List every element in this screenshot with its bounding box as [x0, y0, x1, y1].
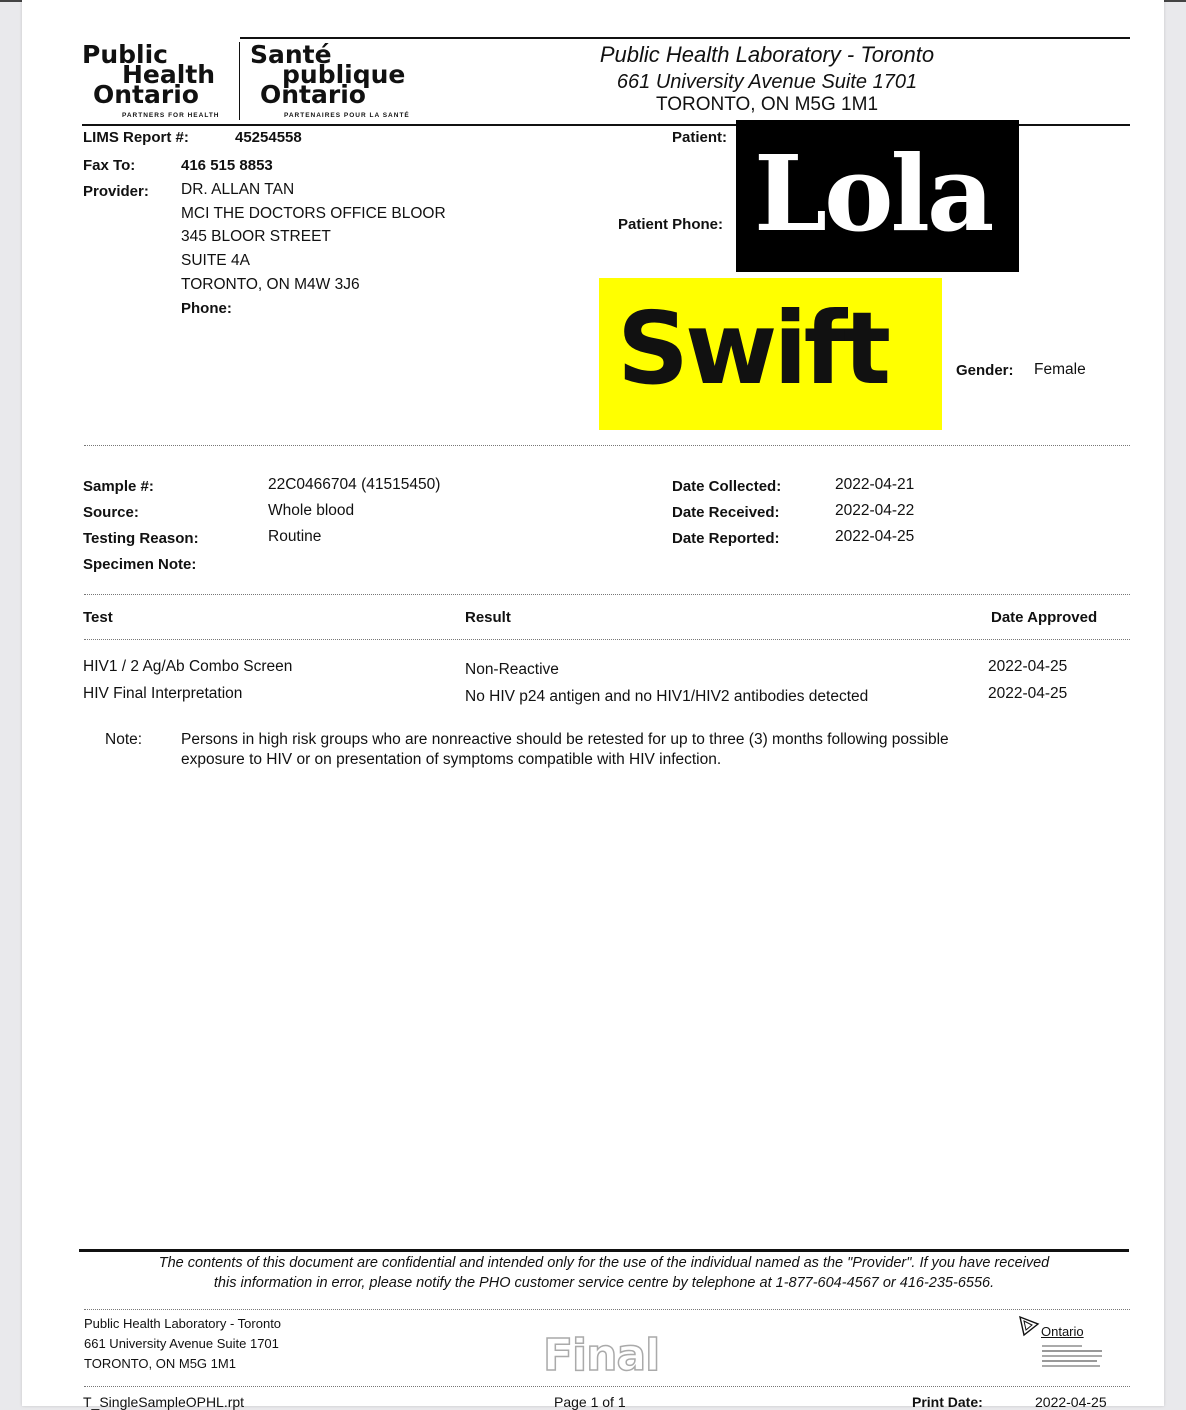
lims-label: LIMS Report #: [83, 129, 189, 146]
date-reported-value: 2022-04-25 [835, 528, 915, 545]
testing-reason-label: Testing Reason: [83, 530, 199, 547]
row-result: Non-Reactive [465, 661, 559, 678]
logo-en-line2: Health [122, 60, 216, 89]
separator-5 [84, 1386, 1130, 1387]
results-header-date: Date Approved [991, 609, 1098, 626]
source-label: Source: [83, 504, 139, 521]
logo-fr-line2: publique [282, 60, 406, 89]
row-result: No HIV p24 antigen and no HIV1/HIV2 antibodies detected [465, 688, 869, 705]
footer-rule [79, 1249, 1129, 1252]
row-test: HIV1 / 2 Ag/Ab Combo Screen [83, 658, 293, 675]
print-date-label: Print Date: [912, 1394, 983, 1410]
note-line-1: Persons in high risk groups who are nonreactive should be retested for up to three (3) months following possible [181, 731, 949, 748]
date-collected-value: 2022-04-21 [835, 476, 915, 493]
ontario-wordmark: Ontario [1041, 1324, 1084, 1339]
separator-2 [84, 594, 1130, 595]
lims-value: 45254558 [235, 129, 302, 146]
logo-en-line1: Public [82, 40, 168, 69]
date-received-value: 2022-04-22 [835, 502, 915, 519]
logo-fr-tagline: PARTENAIRES POUR LA SANTÉ [284, 112, 410, 119]
provider-phone-label: Phone: [181, 300, 232, 317]
sample-label: Sample #: [83, 478, 154, 495]
patient-first-name: Lola [754, 132, 992, 255]
lab-city: TORONTO, ON M5G 1M1 [655, 94, 879, 115]
date-received-label: Date Received: [672, 504, 780, 521]
results-header-test: Test [83, 609, 113, 626]
disclaimer-line-1: The contents of this document are confidential and intended only for the use of the individual named as the "Provider". If you have received [158, 1255, 1050, 1271]
patient-last-name-box [599, 278, 942, 430]
row-test: HIV Final Interpretation [83, 685, 243, 702]
patient-phone-label: Patient Phone: [618, 216, 724, 233]
lab-address: 661 University Avenue Suite 1701 [616, 71, 918, 93]
footer-address-2: 661 University Avenue Suite 1701 [84, 1336, 279, 1351]
row-date: 2022-04-25 [988, 658, 1068, 675]
patient-last-name: Swift [617, 290, 887, 407]
logo-fr-line1: Santé [250, 40, 332, 69]
separator-4 [84, 1309, 1130, 1310]
footer-address-1: Public Health Laboratory - Toronto [84, 1316, 282, 1331]
patient-label: Patient: [672, 129, 728, 146]
date-reported-label: Date Reported: [672, 530, 780, 547]
patient-first-name-box [736, 120, 1019, 272]
provider-label: Provider: [83, 183, 149, 200]
provider-line: DR. ALLAN TAN [181, 181, 295, 198]
fax-value: 416 515 8853 [181, 157, 273, 174]
note-label: Note: [105, 731, 143, 748]
provider-line: TORONTO, ON M4W 3J6 [181, 276, 360, 293]
logo-en-line3: Ontario [93, 80, 199, 109]
testing-reason-value: Routine [268, 528, 322, 545]
ontario-trillium-icon [1018, 1315, 1040, 1337]
final-stamp: Final [543, 1330, 660, 1381]
footer-address-3: TORONTO, ON M5G 1M1 [84, 1356, 236, 1371]
gender-label: Gender: [956, 362, 1014, 379]
lab-name: Public Health Laboratory - Toronto [599, 42, 935, 67]
sample-value: 22C0466704 (41515450) [268, 476, 441, 493]
page-number: Page 1 of 1 [554, 1394, 626, 1410]
note-line-2: exposure to HIV or on presentation of symptoms compatible with HIV infection. [181, 751, 722, 768]
separator-3 [84, 639, 1130, 640]
disclaimer-line-2: this information in error, please notify the PHO customer service centre by telephone at 1-877-604-4567 or 416-235-6556. [213, 1275, 995, 1291]
specimen-note-label: Specimen Note: [83, 556, 197, 573]
header-top-rule [240, 37, 1130, 39]
gender-value: Female [1034, 361, 1086, 378]
results-header-result: Result [465, 609, 511, 626]
provider-line: SUITE 4A [181, 252, 250, 269]
print-date-value: 2022-04-25 [1035, 1394, 1107, 1410]
source-value: Whole blood [268, 502, 355, 519]
provider-line: MCI THE DOCTORS OFFICE BLOOR [181, 205, 446, 222]
separator-1 [84, 445, 1130, 446]
row-date: 2022-04-25 [988, 685, 1068, 702]
fax-label: Fax To: [83, 157, 136, 174]
logo-en-tagline: PARTNERS FOR HEALTH [122, 112, 220, 119]
logo-fr-line3: Ontario [260, 80, 366, 109]
provider-line: 345 BLOOR STREET [181, 228, 331, 245]
logo-divider [239, 42, 240, 120]
date-collected-label: Date Collected: [672, 478, 782, 495]
report-filename: T_SingleSampleOPHL.rpt [83, 1394, 245, 1410]
